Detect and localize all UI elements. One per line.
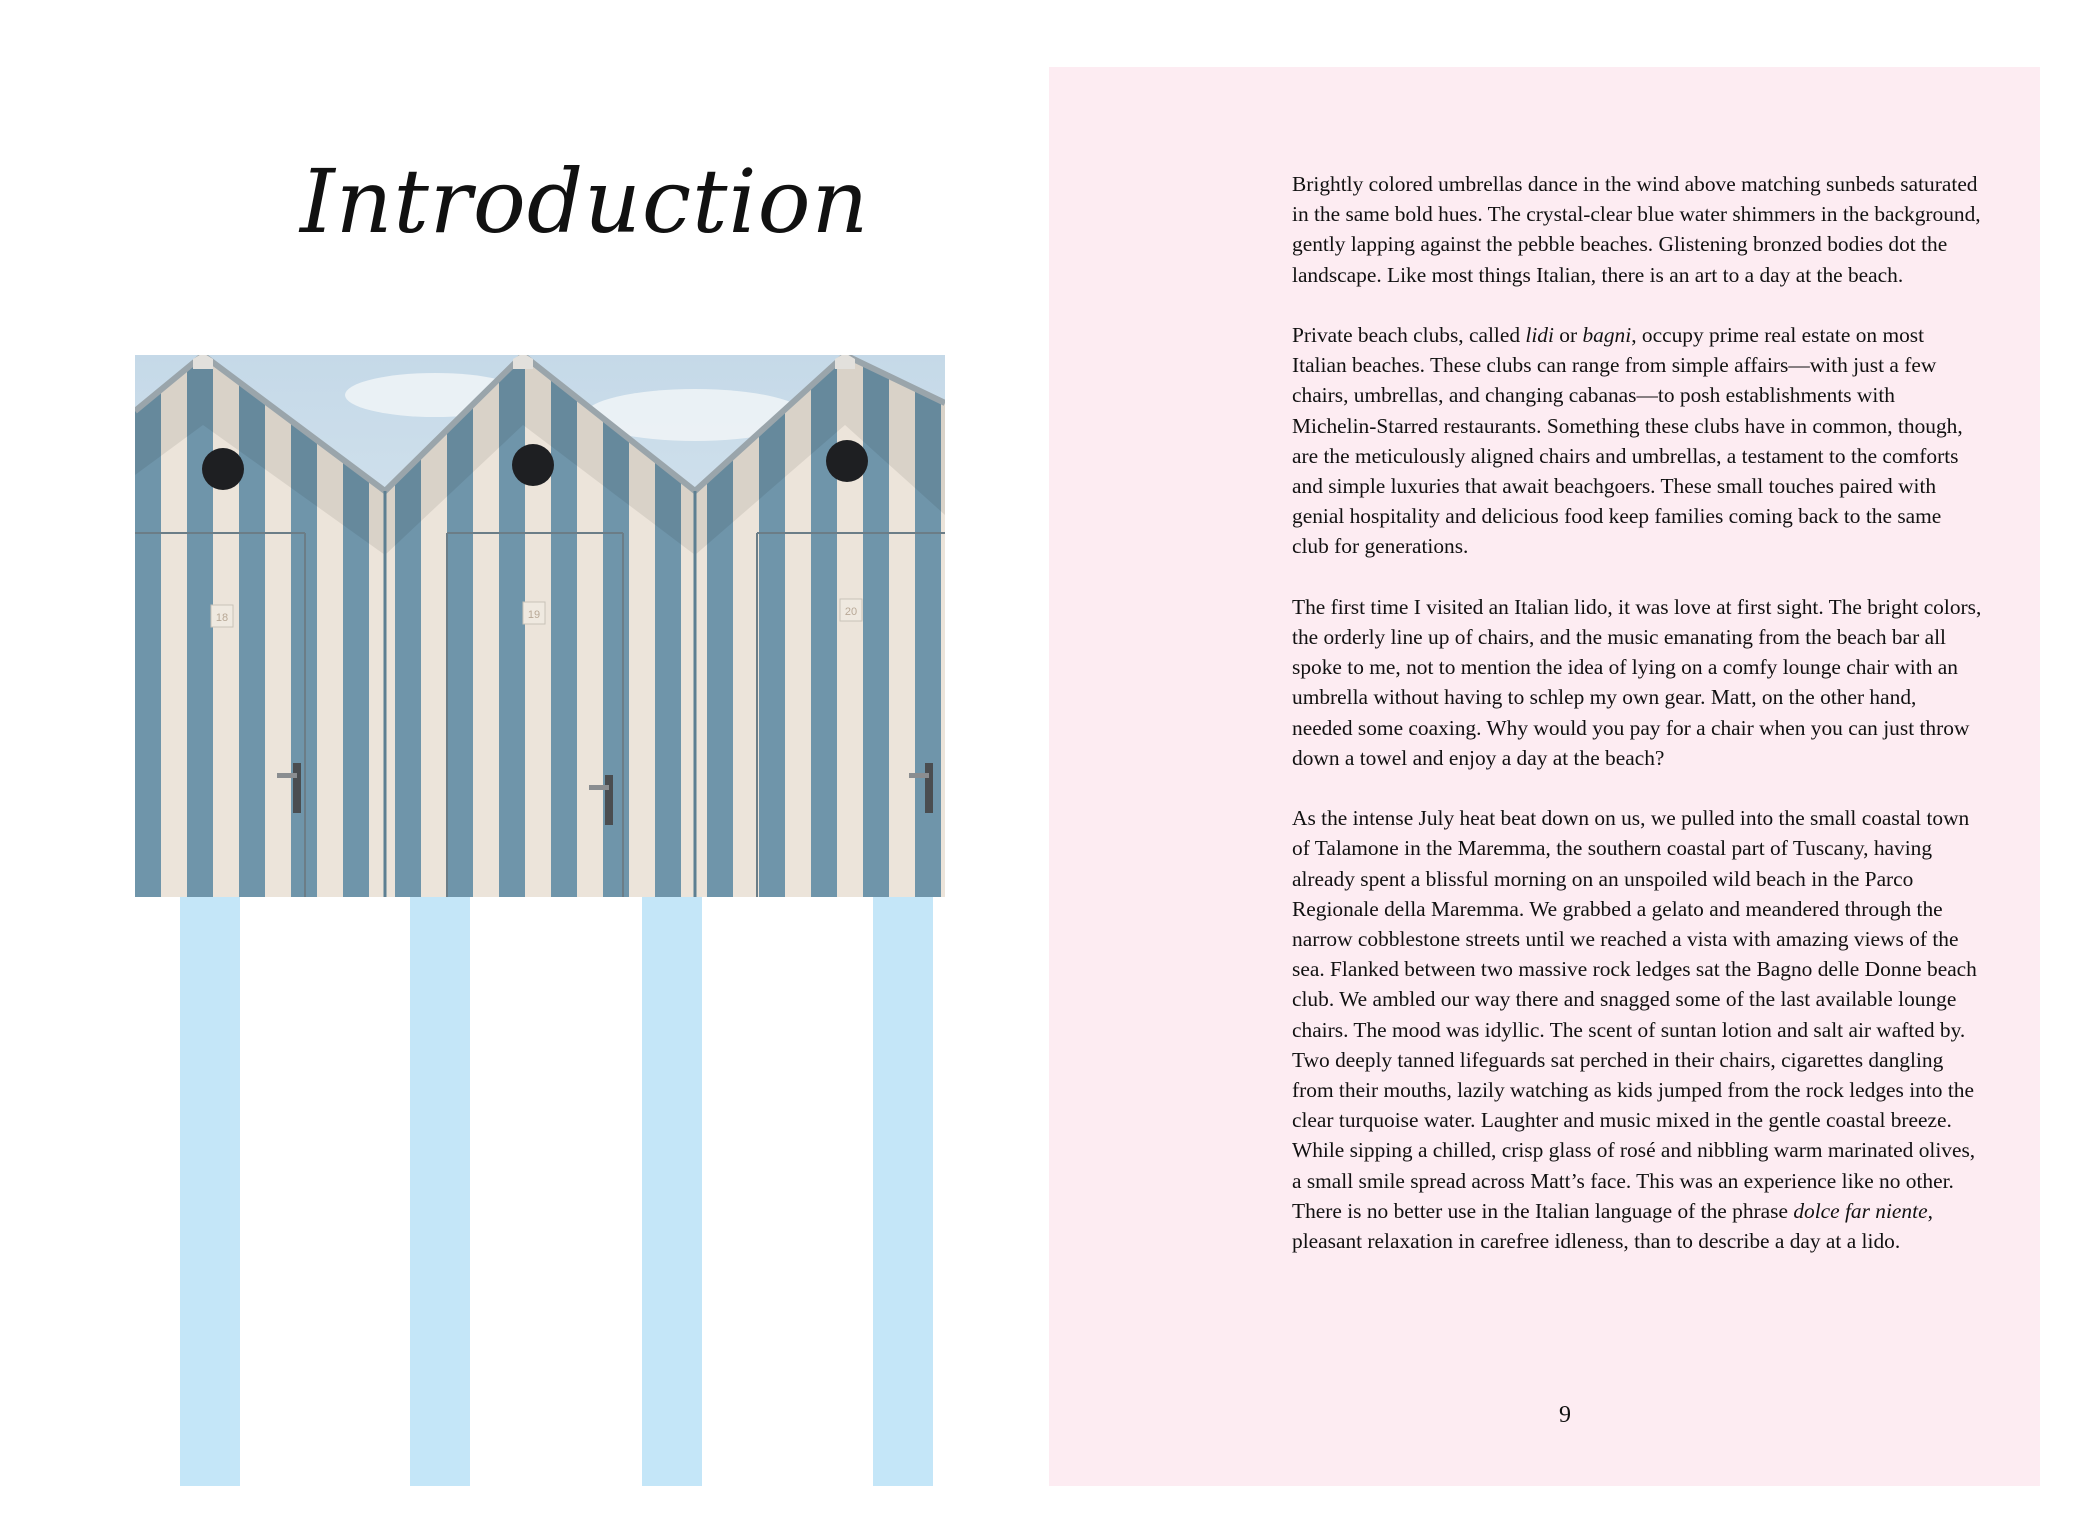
text-run: or xyxy=(1553,323,1583,347)
text-run: , occupy prime real estate on most Italian beaches. These clubs can range from simple affairs—with just a few chairs, umbrellas, and changing cabanas—to posh establishments with Michelin-Starred restaurants. Something these clubs have in common, though, are the meticulously aligned chairs and umbrellas, a testament to the comforts and simple luxuries that await beachgoers. These small touches paired with genial hospitality and delicious food keep families coming back to the same club for generations. xyxy=(1292,323,1963,559)
door-number: 18 xyxy=(215,612,229,624)
page-title: Introduction xyxy=(300,150,870,253)
text-run: Private beach clubs, called xyxy=(1292,323,1526,347)
cabanas-photo xyxy=(135,355,945,897)
right-page xyxy=(1049,67,2040,1486)
paragraph xyxy=(1292,169,1982,290)
door-number: 19 xyxy=(527,609,541,621)
italic-term: dolce far niente xyxy=(1793,1198,1928,1223)
door-number: 20 xyxy=(844,606,858,618)
text-run: , pleasant relaxation in carefree idleness, than to describe a day at a lido. xyxy=(1292,1198,1933,1254)
text-run: As the intense July heat beat down on us, we pulled into the small coastal town of Talamone in the Maremma, the southern coastal part of Tuscany, having already spent a blissful morning on an unspoiled wild beach in the Parco Regionale della Maremma. We grabbed a gelato and meandered through the narrow cobblestone streets until we reached a vista with amazing views of the sea. Flanked between two massive rock ledges sat the Bagno delle Donne beach club. We ambled our way there and snagged some of the last available lounge chairs. The mood was idyllic. The scent of suntan lotion and salt air wafted by. Two deeply tanned lifeguards sat perched in their chairs, cigarettes dangling from their mouths, lazily watching as kids jumped from the rock ledges into the clear turquoise water. Laughter and music mixed in the gentle coastal breeze. While sipping a chilled, crisp glass of rosé and nibbling warm marinated olives, a small smile spread across Matt’s face. This was an experience like no other. There is no better use in the Italian language of the phrase xyxy=(1292,806,1977,1223)
page-number: 9 xyxy=(1559,1402,1571,1428)
italic-term: lidi xyxy=(1525,323,1554,347)
paragraph xyxy=(1292,803,1982,1256)
body-text xyxy=(1292,169,1982,1286)
text-run: Brightly colored umbrellas dance in the wind above matching sunbeds saturated in the same bold hues. The crystal-clear blue water shimmers in the background, gently lapping against the pebble beaches. Glistening bronzed bodies dot the landscape. Like most things Italian, there is an art to a day at the beach. xyxy=(1292,172,1981,287)
paragraph xyxy=(1292,320,1982,562)
italic-term: bagni xyxy=(1582,323,1632,347)
text-run: The first time I visited an Italian lido, it was love at first sight. The bright colors, the orderly line up of chairs, and the music emanating from the beach bar all spoke to me, not to mention the idea of lying on a comfy lounge chair with an umbrella without having to schlep my own gear. Matt, on the other hand, needed some coaxing. Why would you pay for a chair when you can just throw down a towel and enjoy a day at the beach? xyxy=(1292,594,1982,770)
paragraph xyxy=(1292,592,1982,773)
